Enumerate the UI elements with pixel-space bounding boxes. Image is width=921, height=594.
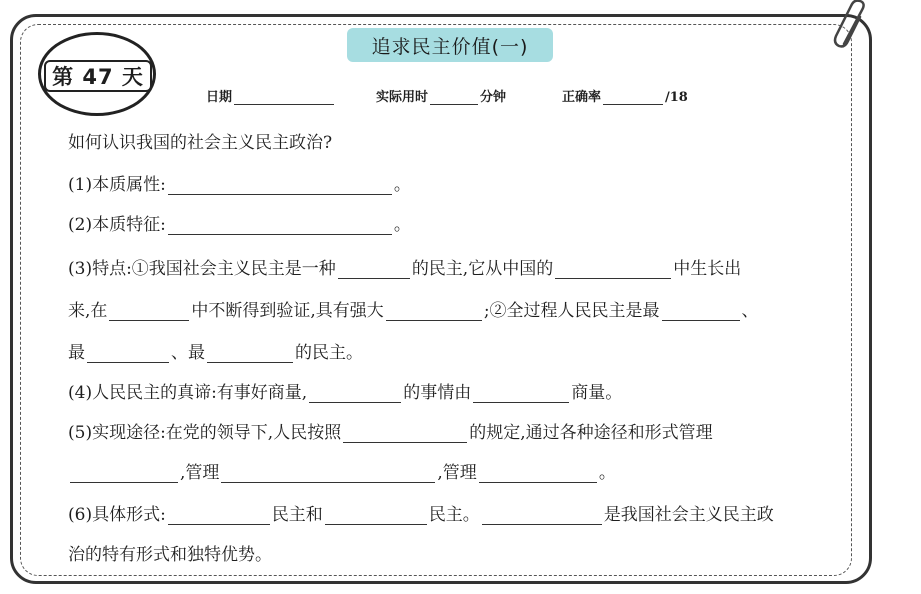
time-label: 实际用时 bbox=[376, 90, 429, 105]
answer-blank[interactable] bbox=[207, 343, 293, 363]
item-features-line3 bbox=[68, 338, 363, 363]
item-features-line1 bbox=[68, 254, 741, 279]
item-text: 的民主,它从中国的 bbox=[411, 259, 554, 279]
answer-blank[interactable] bbox=[168, 215, 392, 235]
item-text: 是我国社会主义民主政 bbox=[603, 505, 774, 525]
date-label: 日期 bbox=[206, 90, 233, 105]
item-text: 民主和 bbox=[271, 505, 323, 525]
paperclip-icon bbox=[830, 0, 874, 60]
item-text: 治的特有形式和独特优势。 bbox=[68, 545, 272, 565]
item-text: 最 bbox=[68, 343, 85, 363]
item-label: (2)本质特征: bbox=[68, 215, 166, 235]
item-forms-line2 bbox=[68, 540, 272, 565]
item-text: ,管理 bbox=[180, 463, 220, 483]
accuracy-blank[interactable] bbox=[603, 91, 663, 105]
answer-blank[interactable] bbox=[555, 259, 671, 279]
item-essence-attribute bbox=[68, 170, 411, 195]
item-text: (4)人民民主的真谛:有事好商量, bbox=[68, 383, 308, 403]
answer-blank[interactable] bbox=[482, 505, 602, 525]
accuracy-total: /18 bbox=[665, 90, 688, 105]
item-text: 的事情由 bbox=[403, 383, 472, 403]
answer-blank[interactable] bbox=[662, 301, 740, 321]
item-text: (5)实现途径:在党的领导下,人民按照 bbox=[68, 423, 342, 443]
item-text: (3)特点:①我国社会主义民主是一种 bbox=[68, 259, 336, 279]
answer-blank[interactable] bbox=[109, 301, 189, 321]
item-text: ,管理 bbox=[437, 463, 477, 483]
item-text: 。 bbox=[598, 463, 616, 483]
item-text: 商量。 bbox=[571, 383, 623, 403]
answer-blank[interactable] bbox=[87, 343, 169, 363]
item-essence-feature bbox=[68, 210, 411, 235]
answer-blank[interactable] bbox=[221, 463, 435, 483]
accuracy-field bbox=[562, 86, 688, 105]
item-text: 来,在 bbox=[68, 301, 108, 321]
answer-blank[interactable] bbox=[473, 383, 569, 403]
item-forms-line1 bbox=[68, 500, 774, 525]
answer-blank[interactable] bbox=[338, 259, 410, 279]
item-label: (1)本质属性: bbox=[68, 175, 166, 195]
date-blank[interactable] bbox=[234, 91, 334, 105]
time-blank[interactable] bbox=[430, 91, 478, 105]
answer-blank[interactable] bbox=[386, 301, 482, 321]
item-text: 的规定,通过各种途径和形式管理 bbox=[469, 423, 713, 443]
day-badge: 第 47 天 bbox=[44, 60, 152, 92]
item-text: 民主。 bbox=[428, 505, 480, 525]
answer-blank[interactable] bbox=[343, 423, 467, 443]
item-text: (6)具体形式: bbox=[68, 505, 166, 525]
time-field bbox=[376, 86, 506, 105]
accuracy-label: 正确率 bbox=[562, 90, 602, 105]
item-essence-truth bbox=[68, 378, 622, 403]
answer-blank[interactable] bbox=[309, 383, 401, 403]
item-text: 的民主。 bbox=[295, 343, 363, 363]
answer-blank[interactable] bbox=[70, 463, 178, 483]
answer-blank[interactable] bbox=[325, 505, 427, 525]
item-end: 。 bbox=[393, 175, 411, 195]
minute-label: 分钟 bbox=[480, 90, 507, 105]
question-heading: 如何认识我国的社会主义民主政治? bbox=[68, 133, 333, 153]
page-title: 追求民主价值(一) bbox=[347, 28, 553, 62]
item-text: 、最 bbox=[171, 343, 205, 363]
answer-blank[interactable] bbox=[479, 463, 597, 483]
item-text: 中不断得到验证,具有强大 bbox=[191, 301, 384, 321]
answer-blank[interactable] bbox=[168, 175, 392, 195]
answer-blank[interactable] bbox=[168, 505, 270, 525]
date-field bbox=[206, 86, 336, 105]
item-text: 、 bbox=[741, 301, 759, 321]
item-text: 中生长出 bbox=[673, 259, 742, 279]
item-realization-line2 bbox=[68, 458, 616, 483]
item-features-line2 bbox=[68, 296, 759, 321]
item-text: ;②全过程人民民主是最 bbox=[483, 301, 660, 321]
item-realization-line1 bbox=[68, 418, 713, 443]
item-end: 。 bbox=[393, 215, 411, 235]
